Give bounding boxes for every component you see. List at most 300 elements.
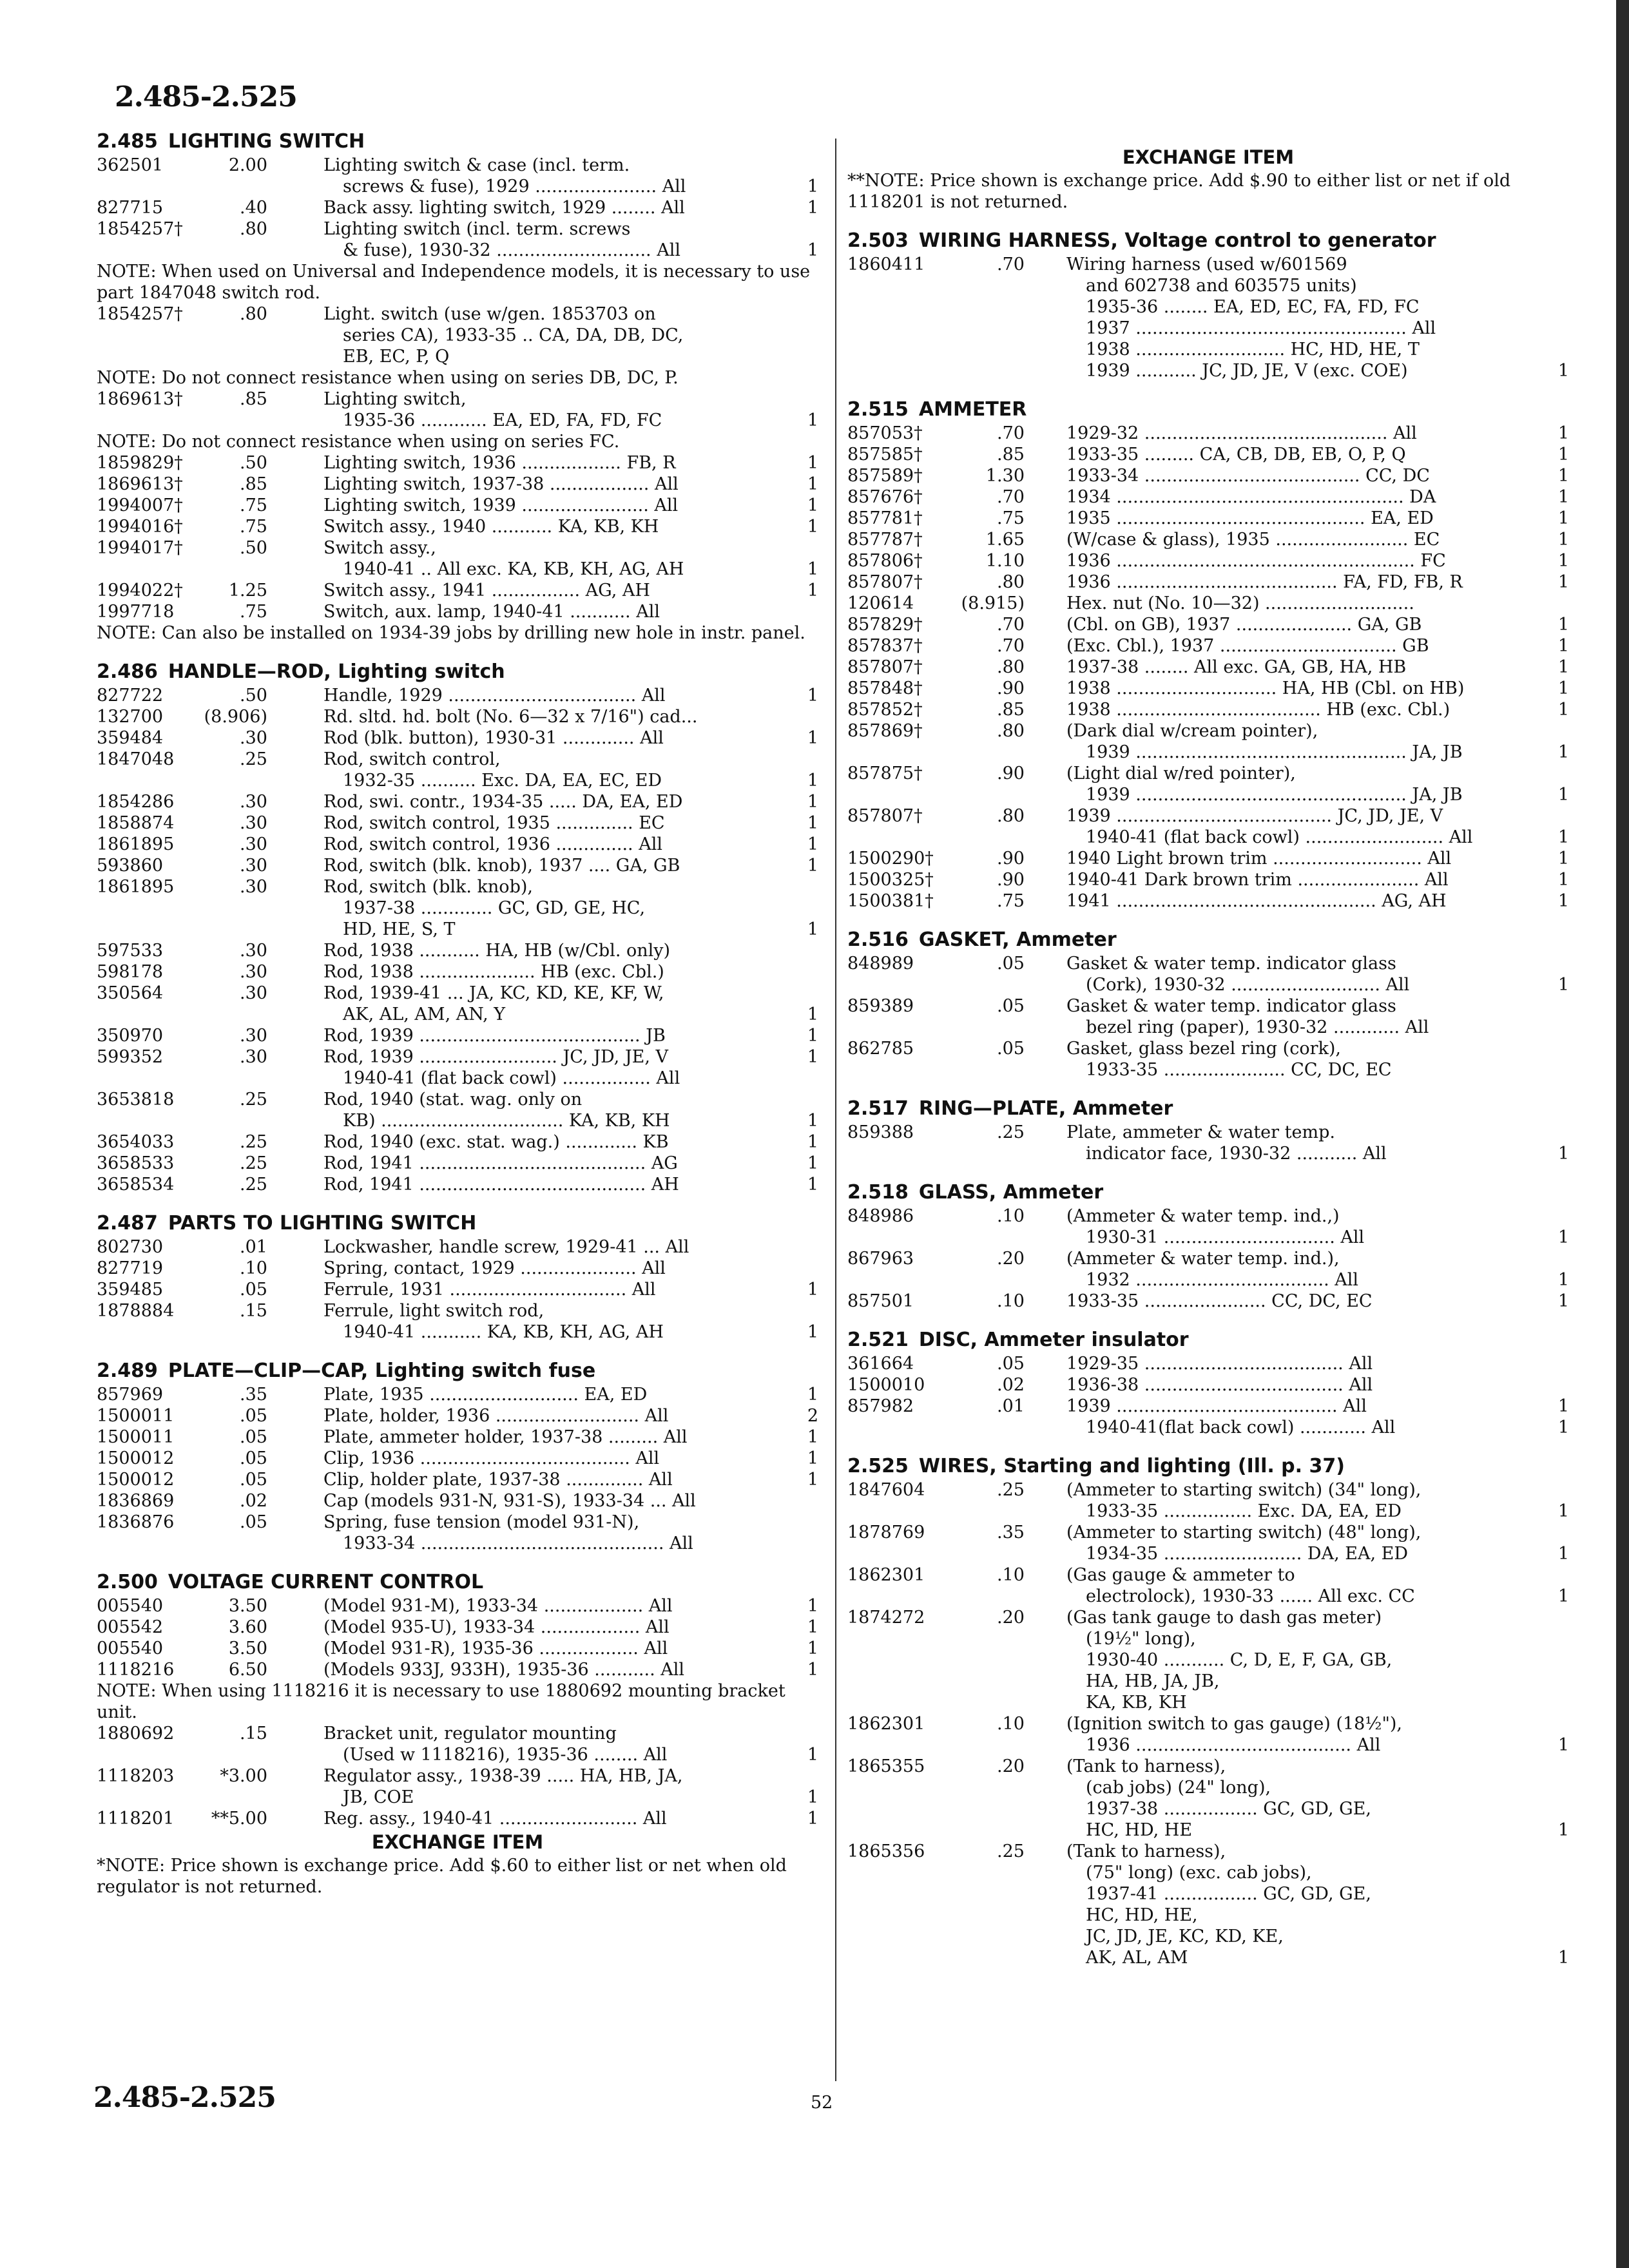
section-gap (97, 1343, 818, 1358)
part-row (97, 474, 818, 495)
part-row (97, 1153, 818, 1174)
part-row (847, 1777, 1569, 1798)
section-gap (847, 1164, 1569, 1180)
section-title: HANDLE—ROD, Lighting switch (168, 660, 505, 683)
description: 1939 ....................................... JC, JD, JE, V (1066, 806, 1443, 826)
part-row (97, 1300, 818, 1321)
price: .80 (997, 806, 1025, 826)
part-row (847, 593, 1569, 614)
price: .10 (240, 1258, 267, 1278)
price: .05 (997, 1039, 1025, 1059)
price: .75 (997, 891, 1025, 911)
price: 2.00 (228, 155, 267, 175)
part-row (847, 890, 1569, 912)
price: .85 (997, 445, 1025, 465)
quantity: 1 (1557, 1820, 1569, 1840)
description: 1938 ............................. HA, HB (Cbl. on HB) (1066, 678, 1465, 698)
quantity: 1 (1557, 508, 1569, 528)
description: Lighting switch, (323, 389, 467, 409)
part-number: 857781† (847, 508, 923, 528)
part-number: 005540 (97, 1639, 164, 1658)
part-row (847, 1756, 1569, 1777)
price: .25 (240, 1175, 267, 1195)
part-row (97, 770, 818, 791)
description: 1930-31 ............................... All (1086, 1227, 1365, 1247)
part-number: 862785 (847, 1039, 914, 1059)
part-row (847, 360, 1569, 381)
quantity: 1 (1557, 849, 1569, 869)
part-row (97, 601, 818, 622)
part-number: 1118201 (97, 1809, 175, 1829)
quantity: 1 (807, 410, 818, 430)
description: 1936 ...................................................... FC (1066, 551, 1446, 571)
part-number: 1880692 (97, 1724, 175, 1744)
part-row (847, 550, 1569, 572)
part-number: 005542 (97, 1617, 164, 1637)
price: .85 (997, 700, 1025, 720)
part-number: 359485 (97, 1280, 164, 1300)
description: Rod, 1939 ........................................ JB (323, 1026, 666, 1046)
description: (Ignition switch to gas gauge) (18½"), (1066, 1714, 1403, 1734)
part-row (97, 1258, 818, 1279)
part-row (97, 346, 818, 367)
description: Lighting switch, 1937-38 .................. All (323, 474, 679, 494)
part-row (847, 995, 1569, 1017)
price: .02 (997, 1375, 1025, 1395)
part-row (847, 953, 1569, 974)
description: 1939 ................................................. JA, JB (1086, 742, 1463, 762)
part-row (847, 1059, 1569, 1081)
part-row (97, 1174, 818, 1195)
part-number: 1854257† (97, 219, 183, 239)
part-number: 857852† (847, 700, 923, 720)
part-number: 848989 (847, 954, 914, 974)
part-row (97, 1068, 818, 1089)
part-number: 1994022† (97, 581, 183, 601)
part-row (97, 1533, 818, 1554)
quantity: 1 (807, 1132, 818, 1152)
quantity: 1 (1557, 1948, 1569, 1968)
part-number: 1869613† (97, 389, 183, 409)
part-row (847, 1713, 1569, 1735)
part-row (97, 1512, 818, 1533)
part-number: 1862301 (847, 1565, 925, 1585)
description: 1937 ................................................. All (1086, 318, 1436, 338)
price: .35 (997, 1523, 1025, 1542)
section-heading (97, 129, 818, 155)
description: (Model 931-R), 1935-36 .................. All (323, 1639, 668, 1658)
quantity: 1 (1557, 1586, 1569, 1606)
part-number: 859388 (847, 1122, 914, 1142)
description: (19½" long), (1086, 1629, 1196, 1649)
part-number: 362501 (97, 155, 164, 175)
description: series CA), 1933-35 .. CA, DA, DB, DC, (343, 325, 684, 345)
description: (Exc. Cbl.), 1937 ................................ GB (1066, 636, 1429, 656)
exchange-item-heading: EXCHANGE ITEM (371, 1831, 544, 1853)
part-row (847, 1543, 1569, 1564)
part-row (97, 559, 818, 580)
part-number: 857969 (97, 1385, 164, 1405)
part-row (847, 1248, 1569, 1269)
description: HC, HD, HE (1086, 1820, 1193, 1840)
part-row (847, 720, 1569, 742)
price: (8.915) (961, 593, 1025, 613)
part-number: 3654033 (97, 1132, 175, 1152)
price: .05 (997, 954, 1025, 974)
part-row (847, 1926, 1569, 1947)
section-title: LIGHTING SWITCH (168, 130, 365, 153)
part-row (847, 1735, 1569, 1756)
part-number: 1500290† (847, 849, 934, 869)
quantity: 1 (1557, 487, 1569, 507)
note-text: *NOTE: Price shown is exchange price. Add $.60 to either list or net when old regulator is not returned. (97, 1856, 787, 1897)
quantity: 1 (1557, 1227, 1569, 1247)
description: 1940-41 (flat back cowl) ................ All (343, 1068, 680, 1088)
description: Light. switch (use w/gen. 1853703 on (323, 304, 656, 324)
description: Switch, aux. lamp, 1940-41 ........... All (323, 602, 660, 622)
description: Rd. sltd. hd. bolt (No. 6—32 x 7/16") cad... (323, 707, 698, 727)
quantity: 1 (807, 453, 818, 473)
part-number: 857982 (847, 1396, 914, 1416)
part-number: 3653818 (97, 1090, 175, 1110)
part-number: 1500010 (847, 1375, 925, 1395)
part-row (97, 749, 818, 770)
part-row (97, 155, 818, 176)
part-row (847, 254, 1569, 275)
part-row (847, 1353, 1569, 1374)
quantity: 1 (807, 1448, 818, 1468)
scan-edge (1616, 0, 1629, 2268)
description: Ferrule, 1931 ................................ All (323, 1280, 656, 1300)
part-number: 1500011 (97, 1427, 175, 1447)
price: .30 (240, 941, 267, 961)
description: Clip, 1936 ...................................... All (323, 1448, 660, 1468)
part-row (97, 325, 818, 346)
part-number: 359484 (97, 728, 164, 748)
price: .25 (240, 749, 267, 769)
section-number: 2.525 (847, 1455, 909, 1477)
quantity: 1 (1557, 1144, 1569, 1164)
quantity: 1 (1557, 678, 1569, 698)
price: .75 (997, 508, 1025, 528)
quantity: 1 (1557, 1291, 1569, 1311)
part-row (97, 1279, 818, 1300)
section-gap (847, 381, 1569, 397)
description: (Light dial w/red pointer), (1066, 764, 1296, 783)
part-row (847, 1269, 1569, 1291)
quantity: 1 (807, 792, 818, 812)
part-row (97, 218, 818, 240)
price: .02 (240, 1491, 267, 1511)
part-row (847, 529, 1569, 550)
description: JC, JD, JE, KC, KD, KE, (1086, 1927, 1284, 1946)
description: Lighting switch, 1936 .................. FB, R (323, 453, 676, 473)
section-gap (847, 213, 1569, 228)
part-number: 361664 (847, 1354, 914, 1374)
description: 1933-35 ......... CA, CB, DB, EB, O, P, Q (1066, 445, 1406, 465)
section-gap (97, 1554, 818, 1570)
part-row (97, 983, 818, 1004)
part-row (97, 1617, 818, 1638)
part-number: 857807† (847, 657, 923, 677)
description: Plate, 1935 ........................... EA, ED (323, 1385, 648, 1405)
quantity: 1 (1557, 891, 1569, 911)
page-header-bottom: 2.485-2.525 (93, 2081, 276, 2114)
part-number: 120614 (847, 593, 914, 613)
description: Rod, 1938 ........... HA, HB (w/Cbl. only) (323, 941, 671, 961)
note-text: NOTE: Do not connect resistance when using on series FC. (97, 432, 620, 452)
part-number: 1878769 (847, 1523, 925, 1542)
part-number: 1865356 (847, 1841, 925, 1861)
page-header-top: 2.485-2.525 (115, 81, 297, 113)
description: (Ammeter to starting switch) (48" long), (1066, 1523, 1422, 1542)
price: **5.00 (211, 1809, 267, 1829)
part-row (847, 1820, 1569, 1841)
note-text: NOTE: When used on Universal and Independence models, it is necessary to use part 1847048 switch rod. (97, 262, 811, 303)
quantity: 1 (807, 1153, 818, 1173)
part-number: 1859829† (97, 453, 183, 473)
description: (75" long) (exc. cab jobs), (1086, 1863, 1312, 1883)
part-row (97, 727, 818, 749)
quantity: 1 (1557, 700, 1569, 720)
section-gap (847, 1312, 1569, 1327)
section-heading (847, 228, 1569, 254)
price: .25 (997, 1841, 1025, 1861)
part-number: 827719 (97, 1258, 164, 1278)
description: (Models 933J, 933H), 1935-36 ........... All (323, 1660, 685, 1680)
part-number: 1854257† (97, 304, 183, 324)
price: .90 (997, 870, 1025, 890)
description: 1940-41 (flat back cowl) ......................... All (1086, 827, 1473, 847)
part-row (847, 1143, 1569, 1164)
part-number: 802730 (97, 1237, 164, 1257)
price: .25 (240, 1153, 267, 1173)
part-row (97, 1025, 818, 1046)
part-number: 1500011 (97, 1406, 175, 1426)
part-row (847, 444, 1569, 465)
part-row (97, 1321, 818, 1343)
quantity: 1 (807, 1004, 818, 1024)
description: JB, COE (343, 1787, 414, 1807)
description: 1938 ........................... HC, HD, HE, T (1086, 340, 1420, 360)
quantity: 1 (1557, 445, 1569, 465)
part-number: 593860 (97, 856, 164, 876)
quantity: 1 (1557, 1501, 1569, 1521)
description: 1941 ............................................... AG, AH (1066, 891, 1447, 911)
section-number: 2.515 (847, 398, 909, 421)
price: 3.60 (228, 1617, 267, 1637)
description: & fuse), 1930-32 ............................ All (343, 240, 680, 260)
part-number: 857807† (847, 572, 923, 592)
part-number: 857829† (847, 615, 923, 635)
description: Reg. assy., 1940-41 ......................... All (323, 1809, 667, 1829)
description: 1935-36 ............ EA, ED, FA, FD, FC (343, 410, 662, 430)
description: (Ammeter to starting switch) (34" long), (1066, 1480, 1422, 1500)
description: Rod, 1939 ......................... JC, JD, JE, V (323, 1047, 669, 1067)
price: 3.50 (228, 1639, 267, 1658)
price: .70 (997, 423, 1025, 443)
quantity: 1 (1557, 615, 1569, 635)
description: 1933-34 ....................................... CC, DC (1066, 466, 1430, 486)
part-number: 1847048 (97, 749, 175, 769)
description: AK, AL, AM (1086, 1948, 1188, 1968)
price: .10 (997, 1565, 1025, 1585)
description: (Gas gauge & ammeter to (1066, 1565, 1295, 1585)
price: 1.65 (985, 530, 1025, 550)
price: .30 (240, 856, 267, 876)
description: (Used w 1118216), 1935-36 ........ All (343, 1745, 668, 1765)
part-number: 1836869 (97, 1491, 175, 1511)
quantity: 1 (807, 1047, 818, 1067)
price: 1.25 (228, 581, 267, 601)
description: Lockwasher, handle screw, 1929-41 ... All (323, 1237, 689, 1257)
price: .90 (997, 678, 1025, 698)
price: .20 (997, 1756, 1025, 1776)
price: .90 (997, 764, 1025, 783)
description: KA, KB, KH (1086, 1693, 1187, 1713)
section-title: AMMETER (918, 398, 1027, 421)
section-number: 2.518 (847, 1181, 909, 1204)
description: 1937-38 ............. GC, GD, GE, HC, (343, 898, 646, 918)
price: .30 (240, 728, 267, 748)
price: .50 (240, 453, 267, 473)
price: .80 (240, 219, 267, 239)
part-number: 857806† (847, 551, 923, 571)
part-row (97, 1046, 818, 1068)
part-row (97, 1744, 818, 1765)
part-row (847, 1607, 1569, 1628)
price: .01 (997, 1396, 1025, 1416)
description: Plate, ammeter holder, 1937-38 ......... All (323, 1427, 688, 1447)
price: .85 (240, 474, 267, 494)
price: .05 (240, 1280, 267, 1300)
description: HD, HE, S, T (343, 919, 456, 939)
part-row (97, 834, 818, 855)
description: Switch assy., (323, 538, 436, 558)
part-row (847, 1798, 1569, 1820)
part-row (97, 791, 818, 812)
price: .05 (997, 996, 1025, 1016)
description: Hex. nut (No. 10—32) ........................... (1066, 593, 1414, 613)
part-number: 597533 (97, 941, 164, 961)
part-number: 1997718 (97, 602, 175, 622)
description: 1938 ..................................... HB (exc. Cbl.) (1066, 700, 1451, 720)
part-row (97, 1469, 818, 1490)
description: 1930-40 ........... C, D, E, F, GA, GB, (1086, 1650, 1393, 1670)
quantity: 1 (807, 1026, 818, 1046)
quantity: 1 (1557, 742, 1569, 762)
price: .20 (997, 1249, 1025, 1269)
description: Lighting switch, 1939 ....................... All (323, 495, 679, 515)
part-row (847, 1862, 1569, 1883)
section-heading (97, 1570, 818, 1595)
price: *3.00 (220, 1766, 267, 1786)
part-row (97, 1448, 818, 1469)
price: .05 (240, 1512, 267, 1532)
part-number: 132700 (97, 707, 164, 727)
section-title: WIRING HARNESS, Voltage control to generator (918, 229, 1436, 252)
part-number: 857848† (847, 678, 923, 698)
part-row (847, 1396, 1569, 1417)
part-row (97, 452, 818, 474)
part-row (847, 1291, 1569, 1312)
quantity: 1 (807, 495, 818, 515)
description: Plate, ammeter & water temp. (1066, 1122, 1335, 1142)
part-row (847, 1417, 1569, 1438)
description: Gasket, glass bezel ring (cork), (1066, 1039, 1341, 1059)
part-row (847, 465, 1569, 486)
description: screws & fuse), 1929 ...................... All (343, 177, 686, 197)
note-text: **NOTE: Price shown is exchange price. Add $.90 to either list or net if old 1118201 is not returned. (847, 171, 1511, 212)
part-row (97, 961, 818, 983)
quantity: 1 (1557, 1270, 1569, 1290)
part-number: 1847604 (847, 1480, 925, 1500)
right-column (847, 144, 1569, 1968)
price: .25 (997, 1480, 1025, 1500)
part-number: 857501 (847, 1291, 914, 1311)
part-row (847, 1038, 1569, 1059)
quantity: 1 (807, 1111, 818, 1131)
section-number: 2.521 (847, 1329, 909, 1351)
part-number: 857875† (847, 764, 923, 783)
price: .25 (240, 1132, 267, 1152)
part-number: 827722 (97, 686, 164, 706)
description: Handle, 1929 .................................. All (323, 686, 666, 706)
quantity: 2 (807, 1406, 818, 1426)
price: .50 (240, 686, 267, 706)
quantity: 1 (1557, 466, 1569, 486)
part-row (97, 1384, 818, 1405)
part-row (97, 1659, 818, 1680)
section-heading (97, 1358, 818, 1384)
quantity: 1 (1557, 1544, 1569, 1564)
part-row (847, 508, 1569, 529)
price: .40 (240, 198, 267, 218)
part-row (97, 1236, 818, 1258)
description: 1933-35 ................ Exc. DA, EA, ED (1086, 1501, 1402, 1521)
quantity: 1 (807, 1809, 818, 1829)
price: .80 (997, 657, 1025, 677)
section-number: 2.485 (97, 130, 158, 153)
quantity: 1 (1557, 636, 1569, 656)
price: .15 (240, 1301, 267, 1321)
part-row (97, 1808, 818, 1829)
part-row (847, 318, 1569, 339)
description: 1937-41 ................. GC, GD, GE, (1086, 1884, 1371, 1904)
description: Rod, switch (blk. knob), (323, 877, 533, 897)
quantity: 1 (807, 686, 818, 706)
section-number: 2.489 (97, 1360, 158, 1382)
part-row (847, 1479, 1569, 1501)
part-row (847, 1501, 1569, 1522)
part-number: 005540 (97, 1596, 164, 1616)
description: Regulator assy., 1938-39 ..... HA, HB, JA, (323, 1766, 683, 1786)
price: .30 (240, 813, 267, 833)
description: Rod, 1940 (stat. wag. only on (323, 1090, 583, 1110)
price: .01 (240, 1237, 267, 1257)
part-row (97, 580, 818, 601)
part-row (847, 784, 1569, 805)
quantity: 1 (1557, 785, 1569, 805)
description: 1939 ........... JC, JD, JE, V (exc. COE) (1086, 361, 1408, 381)
description: electrolock), 1930-33 ...... All exc. CC (1086, 1586, 1415, 1606)
price: .50 (240, 538, 267, 558)
note-text: NOTE: Do not connect resistance when using on series DB, DC, P. (97, 368, 679, 388)
part-number: 1994007† (97, 495, 183, 515)
description: Clip, holder plate, 1937-38 .............. All (323, 1470, 673, 1490)
part-row (847, 635, 1569, 657)
part-number: 857676† (847, 487, 923, 507)
